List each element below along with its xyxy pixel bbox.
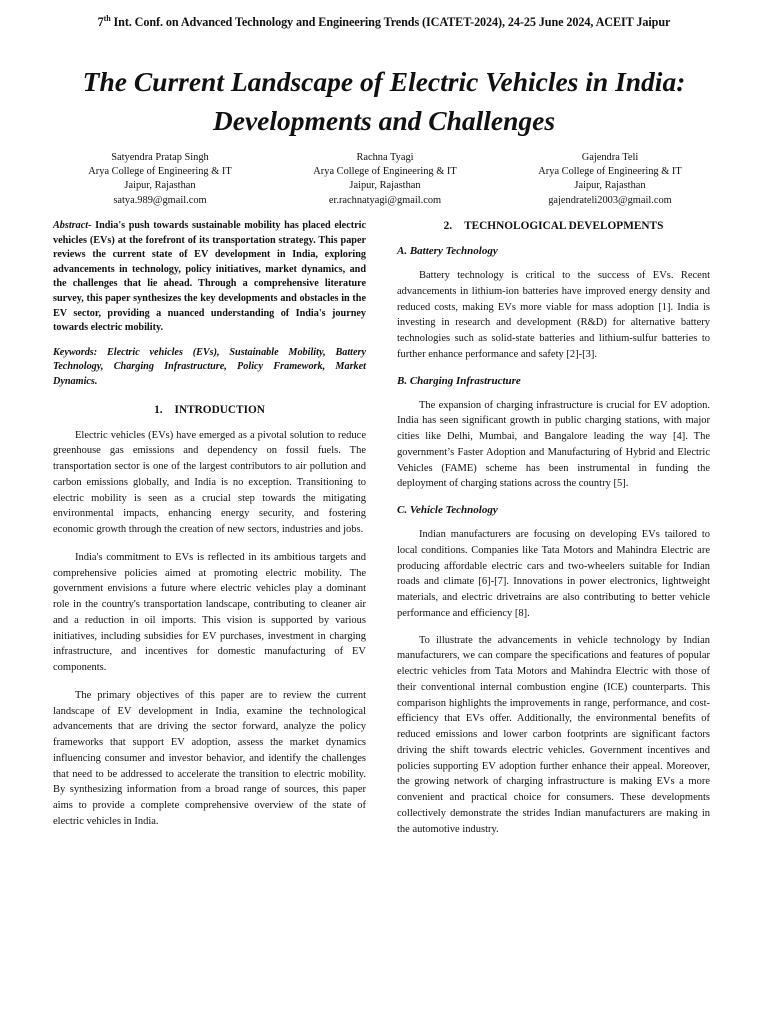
author-affiliation: Arya College of Engineering & IT: [313, 166, 457, 178]
conference-details: Int. Conf. on Advanced Technology and Engineering Trends (ICATET-2024), 24-25 June 2024, ACEIT Jaipur: [110, 15, 671, 30]
section-number: 1.: [154, 403, 163, 416]
author-affiliation: Arya College of Engineering & IT: [538, 166, 682, 178]
keywords: [53, 346, 366, 390]
abstract-text: India's push towards sustainable mobility has placed electric vehicles (EVs) at the forefront of its transportation strategy. This paper reviews the current state of EV development in India, exploring advancements in technology, policy initiatives, market dynamics, and the challenges that lie ahead. Through a comprehensive literature survey, this paper synthesizes the key developments and obstacles in the EV sector, providing a nuanced understanding of India's journey towards electric mobility.: [53, 220, 366, 334]
author-name: Gajendra Teli: [581, 152, 639, 163]
author-location: Jaipur, Rajasthan: [124, 180, 196, 192]
left-column: [53, 219, 366, 842]
author-name: Rachna Tyagi: [356, 152, 414, 163]
author-email[interactable]: satya.989@gmail.com: [113, 194, 207, 206]
keywords-label: Keywords:: [53, 346, 98, 358]
intro-paragraph-2: India's commitment to EVs is reflected in its ambitious targets and comprehensive policies aimed at promoting electric mobility. The government envisions a future where electric vehicles play a dominant role in the country's transportation landscape, contributing to cleaner air and a reduction in oil imports. This vision is supported by various initiatives, including subsidies for EV purchases, investment in charging infrastructure, and incentives for domestic manufacturing of EV components.: [53, 551, 366, 674]
conference-ordinal-suffix: th: [103, 14, 111, 23]
intro-paragraph-3: The primary objectives of this paper are to review the current landscape of EV development in India, examine the technological advancements that are driving the sector forward, analyze the policy frameworks that support EV adoption, assess the market dynamics influencing consumer and investor behavior, and identify the challenges that need to be addressed to accelerate the transition to electric mobility. By synthesizing information from a broad range of sources, this paper aims to provide a complete comprehensive overview of the state of electric vehicles in India.: [53, 689, 366, 827]
author-affiliation: Arya College of Engineering & IT: [88, 166, 232, 178]
subsection-heading-vehicle: C. Vehicle Technology: [397, 504, 498, 516]
right-column: [397, 219, 710, 848]
vehicle-paragraph-2: To illustrate the advancements in vehicle technology by Indian manufacturers, we can compare the specifications and features of popular electric vehicles from Tata Motors and Mahindra Electric with those of their conventional internal combustion engine (ICE) counterparts. This comparison highlights the improvements in range, performance, and cost-efficiency that EVs offer. Additionally, the environmental benefits of reduced emissions and lower carbon footprints are significant factors driving the shift towards electric vehicles. Government incentives and policies supporting EV adoption further enhance their appeal. Moreover, the growing network of charging infrastructure is making EVs a more convenient and practical choice for consumers. These developments collectively demonstrate the strides Indian manufacturers are making in the automotive industry.: [397, 634, 710, 835]
author-block: [55, 151, 715, 208]
section-title: TECHNOLOGICAL DEVELOPMENTS: [464, 220, 664, 232]
author-location: Jaipur, Rajasthan: [349, 180, 421, 192]
battery-paragraph: Battery technology is critical to the success of EVs. Recent advancements in lithium-ion batteries have improved energy density and reduced costs, making EVs more viable for mass adoption [1]. India is investing in research and development (R&D) for alternative battery technologies such as solid-state batteries and lithium-sulfur batteries to further enhance performance and safety [2]-[3].: [397, 270, 710, 360]
keywords-text: Electric vehicles (EVs), Sustainable Mobility, Battery Technology, Charging Infrastructure, Policy Framework, Market Dynamics.: [53, 346, 366, 387]
conference-number: 7: [97, 15, 104, 30]
author-3: [505, 151, 715, 208]
author-email[interactable]: er.rachnatyagi@gmail.com: [328, 194, 442, 206]
section-title: INTRODUCTION: [174, 403, 265, 416]
vehicle-paragraph-1: Indian manufacturers are focusing on developing EVs tailored to local conditions. Companies like Tata Motors and Mahindra Electric are producing affordable electric cars and two-wheelers suitable for Indian roads and climate [6]-[7]. Innovations in power electronics, lightweight materials, and electric drivetrains are also contributing to better vehicle performance and efficiency [8].: [397, 529, 710, 619]
abstract: [53, 219, 366, 336]
section-heading-introduction: [53, 403, 366, 417]
author-2: [280, 151, 490, 208]
conference-header: [0, 14, 768, 30]
author-name: Satyendra Pratap Singh: [111, 152, 209, 163]
intro-paragraph-1: Electric vehicles (EVs) have emerged as a pivotal solution to reduce greenhouse gas emissions and dependency on fossil fuels. The transportation sector is one of the largest contributors to air pollution and carbon emissions globally, and India is no exception. Transitioning to electric mobility is seen as a crucial step towards the mitigating environmental impacts, enhancing energy security, and fostering economic growth through the creation of new sectors, industries and jobs.: [53, 429, 366, 536]
author-1: [55, 151, 265, 208]
charging-paragraph: The expansion of charging infrastructure is crucial for EV adoption. India has seen significant growth in public charging stations, with major cities like Delhi, Mumbai, and Bangalore leading the way [4]. The government’s Faster Adoption and Manufacturing of Hybrid and Electric Vehicles (FAME) scheme has been instrumental in funding the deployment of charging stations across the country [5].: [397, 399, 710, 490]
author-email[interactable]: gajendrateli2003@gmail.com: [548, 194, 672, 206]
abstract-label: Abstract-: [53, 220, 92, 231]
subsection-heading-charging: B. Charging Infrastructure: [397, 374, 521, 387]
section-heading-technological-developments: [397, 219, 710, 233]
subsection-heading-battery: A. Battery Technology: [397, 245, 498, 257]
paper-title: The Current Landscape of Electric Vehicles in India: Developments and Challenges: [82, 66, 686, 136]
author-location: Jaipur, Rajasthan: [574, 180, 646, 192]
section-number: 2.: [443, 220, 453, 232]
